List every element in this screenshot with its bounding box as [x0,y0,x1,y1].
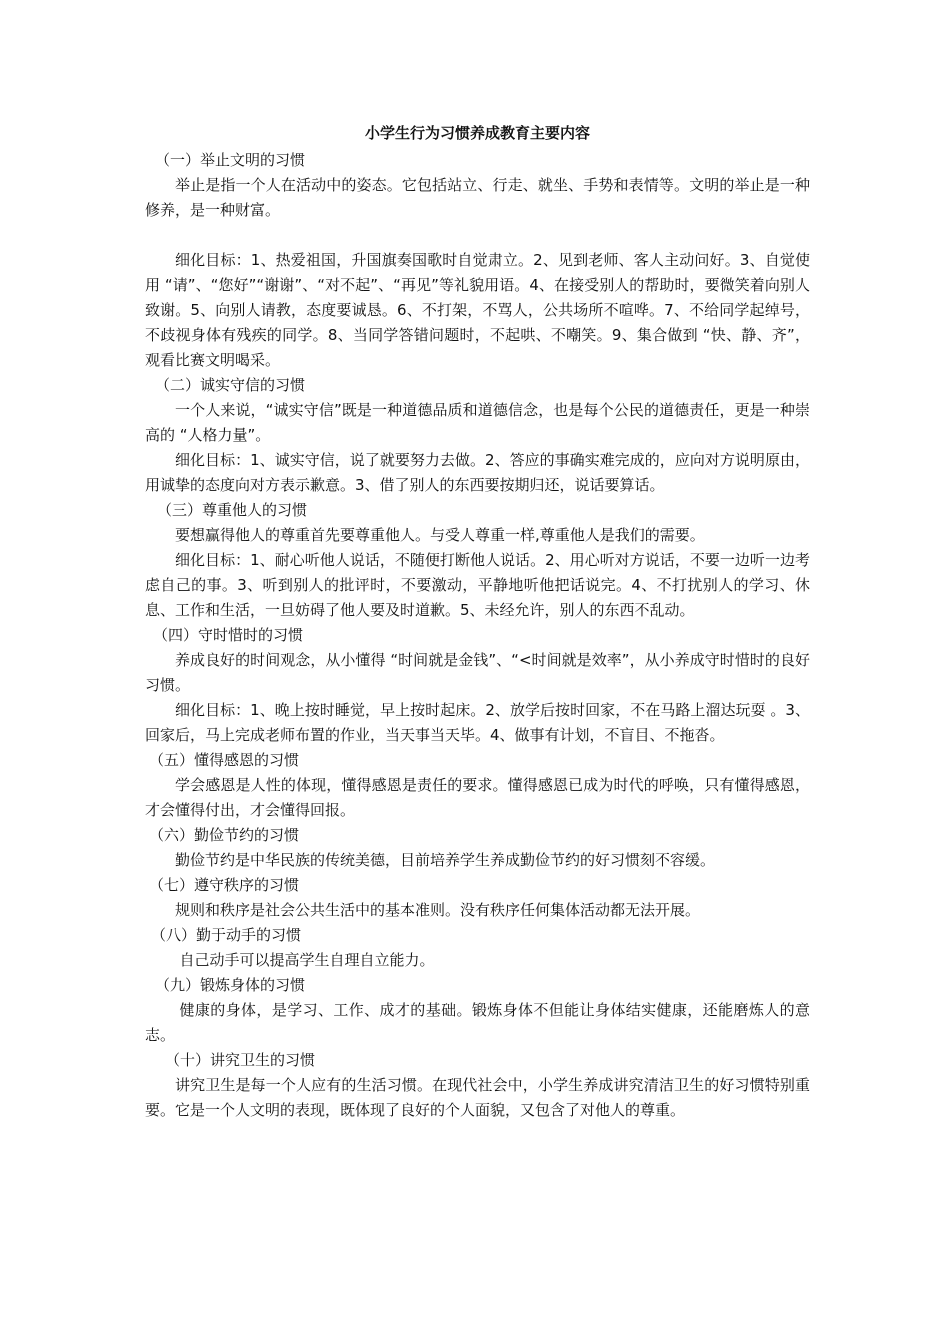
section-heading: （五）懂得感恩的习惯 [149,751,300,769]
section-details: 细化目标：1、耐心听他人说话，不随便打断他人说话。2、用心听对方说话，不要一边听一边考虑自己的事。3、听到别人的批评时，不要激动，平静地听他把话说完。4、不打扰别人的学习、休息、工作和生活，一旦妨碍了他人要及时道歉。5、未经允许，别人的东西不乱动。 [145,551,810,619]
section-heading: （九）锻炼身体的习惯 [155,976,306,994]
section-2 [145,373,810,498]
section-details: 细化目标：1、热爱祖国，升国旗奏国歌时自觉肃立。2、见到老师、客人主动问好。3、自觉使用 “请”、“您好”“谢谢”、“对不起”、“再见”等礼貌用语。4、在接受别人的帮助时，要微笑着向别人致谢。5、向别人请教，态度要诚恳。6、不打架，不骂人，公共场所不喧哗。7、不给同学起绰号，不歧视身体有残疾的同学。8、当同学答错问题时，不起哄、不嘲笑。9、集合做到 “快、静、齐”，观看比赛文明喝采。 [145,251,810,369]
section-10 [145,1048,810,1123]
section-1 [145,148,810,373]
section-intro: 学会感恩是人性的体现，懂得感恩是责任的要求。懂得感恩已成为时代的呼唤，只有懂得感恩，才会懂得付出，才会懂得回报。 [145,776,810,819]
section-7 [145,873,810,923]
section-intro: 勤俭节约是中华民族的传统美德，目前培养学生养成勤俭节约的好习惯刻不容缓。 [175,851,716,869]
section-heading: （四）守时惜时的习惯 [153,626,304,644]
section-6 [145,823,810,873]
section-heading: （三）尊重他人的习惯 [157,501,308,519]
section-heading: （一）举止文明的习惯 [155,151,306,169]
section-9 [145,973,810,1048]
section-intro: 自己动手可以提高学生自理自立能力。 [179,951,435,969]
section-intro: 健康的身体，是学习、工作、成才的基础。锻炼身体不但能让身体结实健康，还能磨炼人的意志。 [145,1001,810,1044]
section-heading: （六）勤俭节约的习惯 [149,826,300,844]
section-5 [145,748,810,823]
section-3 [145,498,810,623]
document-title: 小学生行为习惯养成教育主要内容 [364,124,590,142]
section-heading: （七）遵守秩序的习惯 [149,876,300,894]
section-intro: 举止是指一个人在活动中的姿态。它包括站立、行走、就坐、手势和表情等。文明的举止是一种修养，是一种财富。 [145,176,810,219]
section-8 [145,923,810,973]
blank-line [145,223,810,248]
section-intro: 规则和秩序是社会公共生活中的基本准则。没有秩序任何集体活动都无法开展。 [175,901,701,919]
section-heading: （十）讲究卫生的习惯 [165,1051,316,1069]
section-intro: 养成良好的时间观念，从小懂得 “时间就是金钱”、“<时间就是效率”，从小养成守时惜时的良好习惯。 [145,651,810,694]
section-intro: 讲究卫生是每一个人应有的生活习惯。在现代社会中，小学生养成讲究清洁卫生的好习惯特别重要。它是一个人文明的表现，既体现了良好的个人面貌，又包含了对他人的尊重。 [145,1076,810,1119]
section-intro: 一个人来说，“诚实守信”既是一种道德品质和道德信念，也是每个公民的道德责任，更是一种崇高的 “人格力量”。 [145,401,810,444]
section-4 [145,623,810,748]
section-heading: （二）诚实守信的习惯 [155,376,306,394]
document-body [145,122,810,1123]
section-details: 细化目标：1、晚上按时睡觉，早上按时起床。2、放学后按时回家，不在马路上溜达玩耍 。3、回家后，马上完成老师布置的作业，当天事当天毕。4、做事有计划，不盲目、不拖沓。 [145,701,810,744]
section-heading: （八）勤于动手的习惯 [151,926,302,944]
section-details: 细化目标：1、诚实守信，说了就要努力去做。2、答应的事确实难完成的，应向对方说明原由，用诚挚的态度向对方表示歉意。3、借了别人的东西要按期归还，说话要算话。 [145,451,810,494]
section-intro: 要想赢得他人的尊重首先要尊重他人。与受人尊重一样,尊重他人是我们的需要。 [175,526,705,544]
